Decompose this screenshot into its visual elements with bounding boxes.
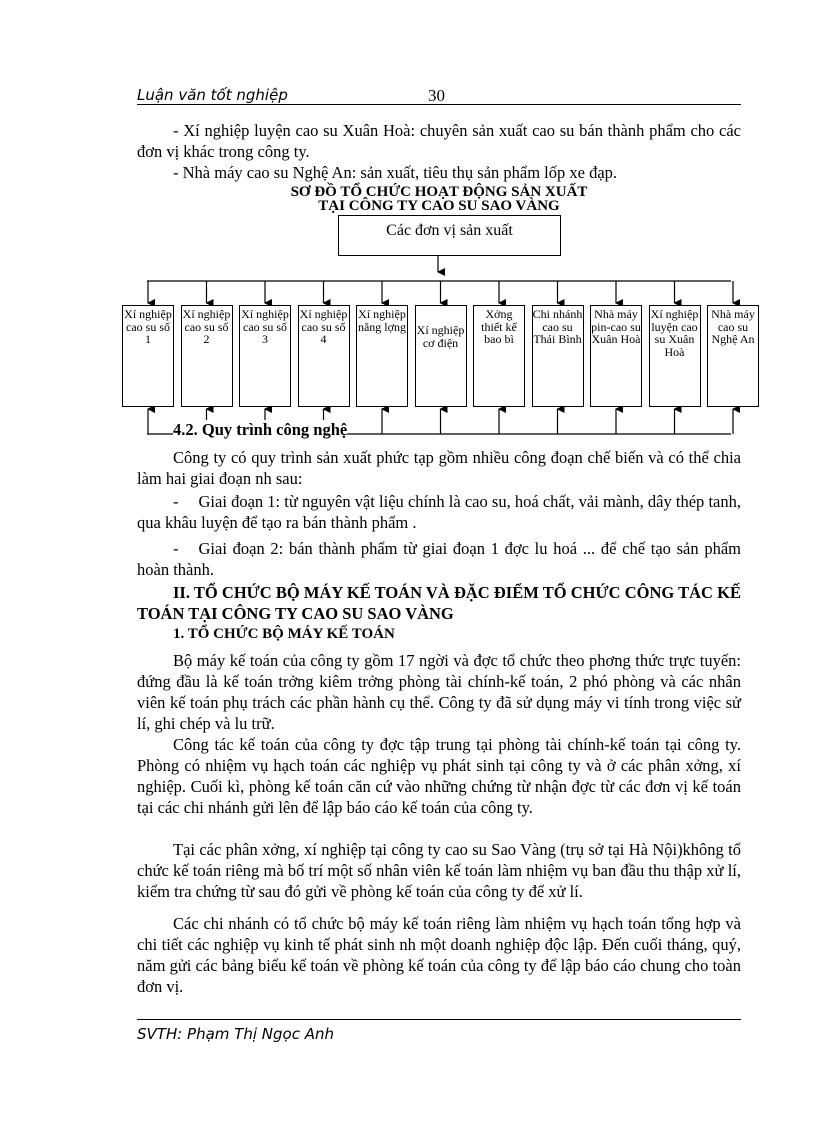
bullet-stage-1 <box>137 491 741 533</box>
diagram-unit-box: Nhà máy cao su Nghệ An <box>707 305 759 407</box>
diagram-title-line2: TẠI CÔNG TY CAO SU SAO VÀNG <box>318 198 560 214</box>
heading-4-2: 4.2. Quy trình công nghệ <box>173 420 348 439</box>
heading-section-II: II. TỔ CHỨC BỘ MÁY KẾ TOÁN VÀ ĐẶC ĐIỂM TỔ CHỨC CÔNG TÁC KẾ TOÁN TẠI CÔNG TY CAO SU SAO VÀNG <box>137 583 741 623</box>
diagram-unit-box: Chi nhánh cao su Thái Bình <box>532 305 584 407</box>
diagram-unit-box: Nhà máy pin-cao su Xuân Hoà <box>590 305 642 407</box>
bullet-mark: - <box>173 539 179 558</box>
bullet-stage-1-text: Giai đoạn 1: từ nguyên vật liệu chính là cao su, hoá chất, vải mành, dây thép tanh, qua khâu luyện để tạo ra bán thành phẩm . <box>137 492 741 532</box>
paragraph-accounting-3: Tại các phân xởng, xí nghiệp tại công ty cao su Sao Vàng (trụ sở tại Hà Nội)không tổ chức kế toán riêng mà bố trí một số nhân viên kế toán làm nhiệm vụ ban đầu thu thập xử lí, kiểm tra chứng từ sau đó gửi về phòng kế toán của công ty để xử lí. <box>137 840 741 901</box>
diagram-unit-box: Xí nghiệp cơ điện <box>415 305 467 407</box>
diagram-title-line1: SƠ ĐỒ TỔ CHỨC HOẠT ĐỘNG SẢN XUẤT <box>290 184 588 200</box>
diagram-unit-box: Xí nghiệp cao su số 3 <box>239 305 291 407</box>
page-number: 30 <box>428 86 445 105</box>
paragraph-nghe-an: - Nhà máy cao su Nghệ An: sản xuất, tiêu thụ sản phẩm lốp xe đạp. <box>173 163 618 182</box>
running-header-title: Luận văn tốt nghiệp <box>137 86 288 104</box>
heading-accounting-structure: 1. TỔ CHỨC BỘ MÁY KẾ TOÁN <box>173 626 395 642</box>
footer-rule <box>137 1019 741 1020</box>
diagram-unit-box: Xí nghiệp cao su số 1 <box>122 305 174 407</box>
paragraph-xuan-hoa: - Xí nghiệp luyện cao su Xuân Hoà: chuyên sản xuất cao su bán thành phẩm cho các đơn vị khác trong công ty. <box>137 121 741 161</box>
paragraph-accounting-2: Công tác kế toán của công ty đợc tập trung tại phòng tài chính-kế toán tại công ty. Phòng có nhiệm vụ hạch toán các nghiệp vụ phát sinh tại công ty và ở các phân xởng, xí nghiệp. Cuối kì, phòng kế toán căn cứ vào những chứng từ nhận đợc từ các đơn vị kế toán tại các chi nhánh gửi lên để lập báo cáo kế toán của công ty. <box>137 735 741 817</box>
diagram-unit-box: Xí nghiệp cao su số 2 <box>181 305 233 407</box>
bullet-mark: - <box>173 492 179 511</box>
paragraph-accounting-1: Bộ máy kế toán của công ty gồm 17 ngời và đợc tổ chức theo phơng thức trực tuyến: đứng đầu là kế toán trởng kiêm trởng phòng tài chính-kế toán, 2 phó phòng và các nhân viên kế toán phụ trách các phần hành cụ thể. Công ty đã sử dụng máy vi tính trong việc sử lí, ghi chép và lu trữ. <box>137 651 741 733</box>
diagram-unit-box: Xởng thiết kế bao bì <box>473 305 525 407</box>
paragraph-accounting-4: Các chi nhánh có tổ chức bộ máy kế toán riêng làm nhiệm vụ hạch toán tổng hợp và chi tiết các nghiệp vụ kinh tế phát sinh nh một doanh nghiệp độc lập. Đến cuối tháng, quý, năm gửi các bảng biểu kế toán về phòng kế toán của công ty để lập báo cáo chung cho toàn đơn vị. <box>137 914 741 996</box>
bullet-stage-2-text: Giai đoạn 2: bán thành phẩm từ giai đoạn 1 đợc lu hoá ... để chế tạo sản phẩm hoàn thành. <box>137 539 741 579</box>
footer-author: SVTH: Phạm Thị Ngọc Anh <box>137 1025 334 1043</box>
diagram-unit-box: Xí nghiệp luyện cao su Xuân Hoà <box>649 305 701 407</box>
paragraph-process: Công ty có quy trình sản xuất phức tạp gồm nhiều công đoạn chế biến và có thể chia làm hai giai đoạn nh sau: <box>137 448 741 488</box>
bullet-stage-2 <box>137 538 741 580</box>
diagram-root-box: Các đơn vị sản xuất <box>338 215 561 256</box>
diagram-unit-box: Xí nghiệp năng lợng <box>356 305 408 407</box>
diagram-unit-box: Xí nghiệp cao su số 4 <box>298 305 350 407</box>
